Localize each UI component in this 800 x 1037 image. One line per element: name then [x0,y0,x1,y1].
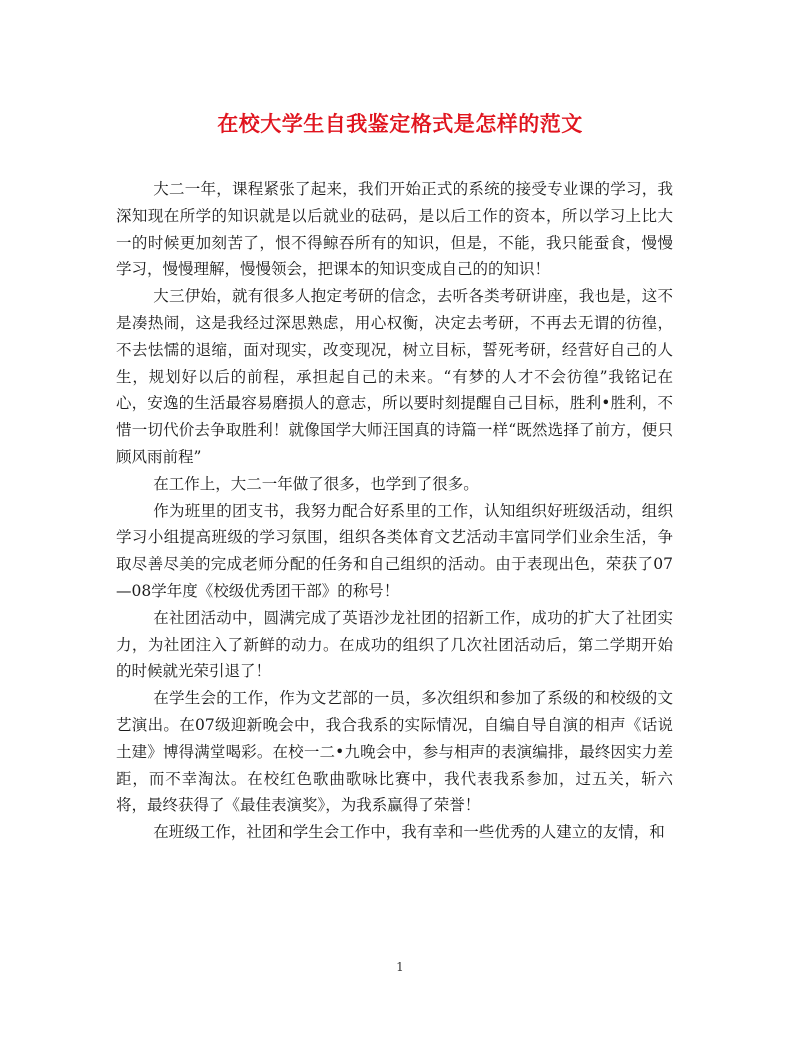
document-title: 在校大学生自我鉴定格式是怎样的范文 [217,111,583,136]
paragraph-friendship: 在班级工作，社团和学生会工作中，我有幸和一些优秀的人建立的友情，和 [153,823,665,842]
paragraph-junior-postgrad: 大三伊始，就有很多人抱定考研的信念，去听各类考研讲座，我也是，这不是凑热闹，这是我经过深思熟虑，用心权衡，决定去考研，不再去无谓的彷徨，不去怯懦的退缩，面对现实，改变现况，树立目标，誓死考研，经营好自己的人生，规划好以后的前程，承担起自己的未来。“有梦的人才不会彷徨”我铭记在心，安逸的生活最容易磨损人的意志，所以要时刻提醒自己目标，胜利•胜利，不惜一切代价去争取胜利！就像国学大师汪国真的诗篇一样“既然选择了前方，便只顾风雨前程” [116,287,673,466]
paragraph-league-secretary: 作为班里的团支书，我努力配合好系里的工作，认知组织好班级活动，组织学习小组提高班级的学习氛围，组织各类体育文艺活动丰富同学们业余生活，争取尽善尽美的完成老师分配的任务和自己组织的活动。由于表现出色，荣获了07—08学年度《校级优秀团干部》的称号！ [116,501,673,600]
paragraph-sophomore-study: 大二一年，课程紧张了起来，我们开始正式的系统的接受专业课的学习，我深知现在所学的知识就是以后就业的砝码，是以后工作的资本，所以学习上比大一的时候更加刻苦了，恨不得鲸吞所有的知识，但是，不能，我只能蚕食，慢慢学习，慢慢理解，慢慢领会，把课本的知识变成自己的的知识！ [116,180,673,279]
paragraph-work-intro: 在工作上，大二一年做了很多，也学到了很多。 [153,474,479,493]
paragraph-student-union: 在学生会的工作，作为文艺部的一员，多次组织和参加了系级的和校级的文艺演出。在07级迎新晚会中，我合我系的实际情况，自编自导自演的相声《话说土建》博得满堂喝彩。在校一二•九晚会中，参与相声的表演编排，最终因实力差距，而不幸淘汰。在校红色歌曲歌咏比赛中，我代表我系参加，过五关，斩六将，最终获得了《最佳表演奖》，为我系赢得了荣誉！ [116,689,673,815]
page-number: 1 [396,960,404,974]
paragraph-club-activities: 在社团活动中，圆满完成了英语沙龙社团的招新工作，成功的扩大了社团实力，为社团注入了新鲜的动力。在成功的组织了几次社团活动后，第二学期开始的时候就光荣引退了！ [116,608,673,681]
document-body [116,176,673,846]
